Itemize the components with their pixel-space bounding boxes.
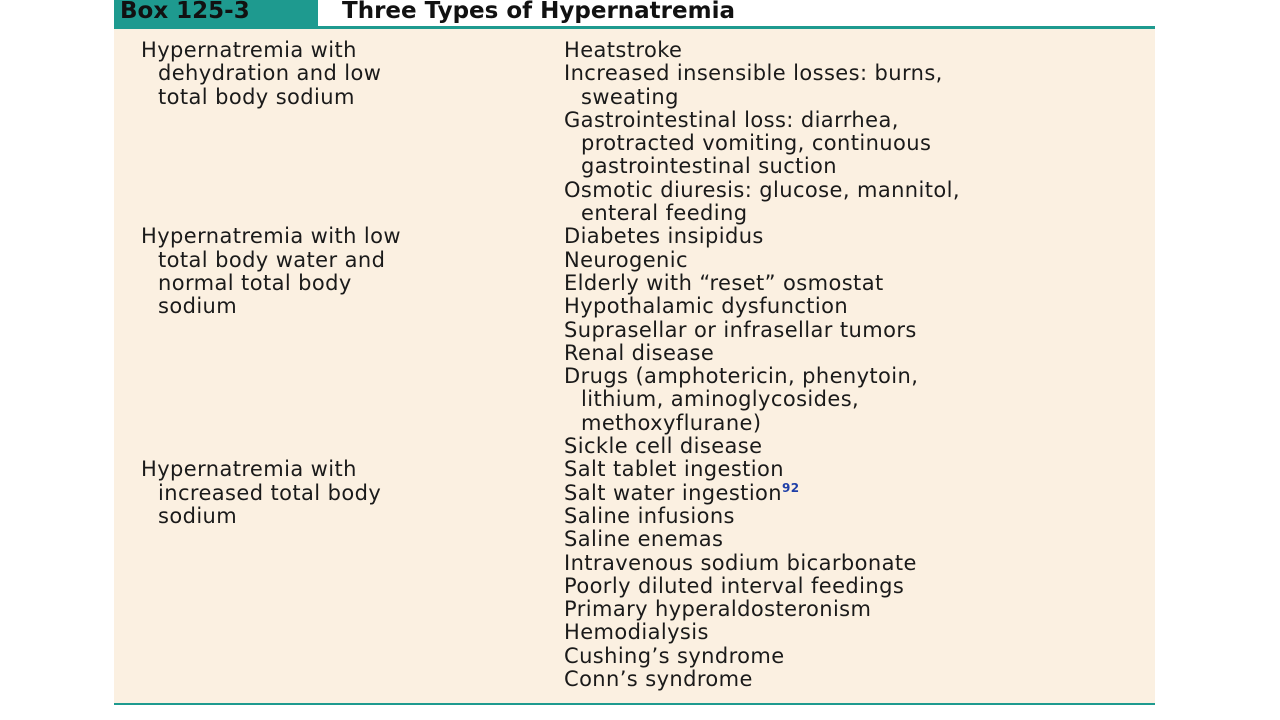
category-line: increased total body <box>158 480 382 505</box>
box-header <box>114 0 1155 29</box>
list-item: Suprasellar or infrasellar tumors <box>564 317 917 342</box>
category-line: sodium <box>158 294 238 319</box>
list-item: Osmotic diuresis: glucose, mannitol, enteral feeding <box>564 177 960 226</box>
box-title: Three Types of Hypernatremia <box>342 0 735 24</box>
cause-list <box>564 39 1144 225</box>
box-label: Box 125-3 <box>114 0 318 26</box>
cause-list <box>564 225 1144 458</box>
list-item: Neurogenic <box>564 247 688 272</box>
category-line: total body sodium <box>158 84 355 109</box>
list-item: Gastrointestinal loss: diarrhea, protracted vomiting, continuous gastrointestinal suction <box>564 107 932 179</box>
list-item: Sickle cell disease <box>564 434 763 459</box>
list-item: Elderly with “reset” osmostat <box>564 270 884 295</box>
list-item: Drugs (amphotericin, phenytoin, lithium, aminoglycosides, methoxyflurane) <box>564 364 919 435</box>
category-label <box>141 458 521 528</box>
list-item: Heatstroke <box>564 38 683 62</box>
list-item: Increased insensible losses: burns, sweating <box>564 61 943 109</box>
cause-list <box>564 458 1144 691</box>
category-line: Hypernatremia with <box>141 457 357 482</box>
list-item: Renal disease <box>564 340 715 365</box>
category-line: Hypernatremia with <box>141 38 357 62</box>
list-item: Hemodialysis <box>564 620 709 645</box>
category-label <box>141 225 521 318</box>
reference-link[interactable]: 92 <box>782 480 800 495</box>
item-text: Salt water ingestion <box>564 480 783 505</box>
category-line: sodium <box>158 503 238 528</box>
list-item: Saline infusions <box>564 503 735 528</box>
list-item: Salt tablet ingestion <box>564 457 784 482</box>
box-body <box>114 29 1155 705</box>
list-item: Intravenous sodium bicarbonate <box>564 550 917 575</box>
list-item: Diabetes insipidus <box>564 224 764 249</box>
list-item: Cushing’s syndrome <box>564 643 785 668</box>
category-line: total body water and <box>158 247 386 272</box>
category-label <box>141 39 521 109</box>
category-line: dehydration and low <box>158 61 382 86</box>
list-item <box>564 482 1144 505</box>
list-item: Saline enemas <box>564 527 724 552</box>
category-line: Hypernatremia with low <box>141 224 401 249</box>
list-item: Hypothalamic dysfunction <box>564 294 849 319</box>
list-item: Poorly diluted interval feedings <box>564 573 905 598</box>
list-item: Primary hyperaldosteronism <box>564 597 872 622</box>
list-item: Conn’s syndrome <box>564 667 753 692</box>
category-line: normal total body <box>158 270 352 295</box>
